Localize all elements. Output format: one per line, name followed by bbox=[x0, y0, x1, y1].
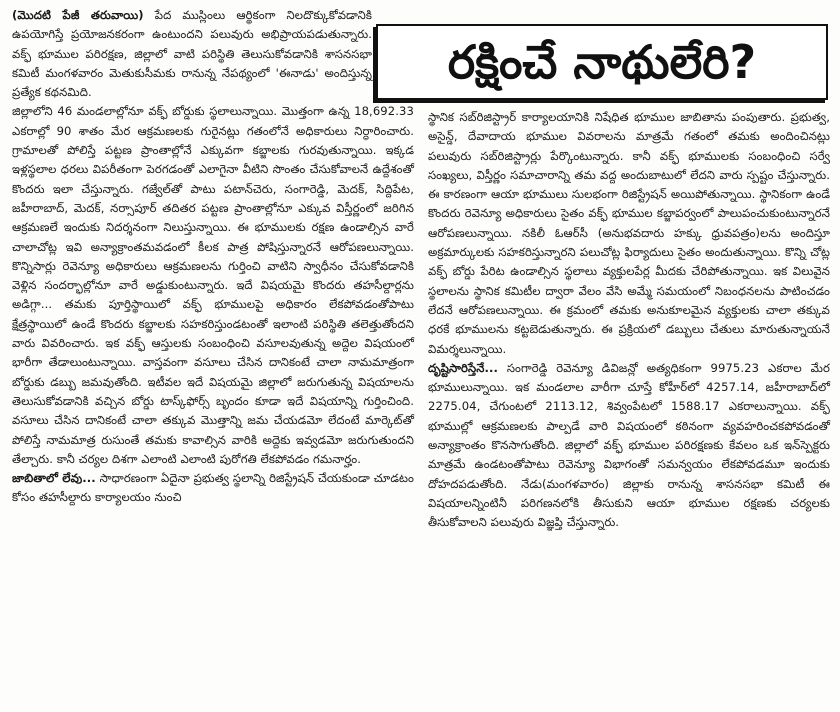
intro-kicker: (మొదటి పేజీ తరువాయి) bbox=[12, 8, 144, 22]
body-paragraph-3 bbox=[12, 469, 414, 508]
intro-text: పేద ముస్లింలు ఆర్థికంగా నిలదొక్కుకోవడానికి ఉపయోగిస్తే ప్రయోజనకరంగా ఉంటుందని పలువురు అభిప్రాయపడుతున్నారు. వక్ఫ్ భూముల పరిరక్షణ, జిల్లాలో వాటి పరిస్థితి తెలుసుకోవడానికి శాసనసభా కమిటీ మంగళవారం మెతుకుసీమకు రానున్న నేపథ్యంలో 'ఈనాడు' అందిస్తున్న ప్రత్యేక కథనమిది. bbox=[12, 8, 372, 100]
right-paragraph-2 bbox=[428, 359, 830, 533]
right-column bbox=[428, 108, 830, 533]
headline-box bbox=[376, 24, 828, 100]
headline: రక్షించే నాథులేరి? bbox=[447, 35, 757, 89]
para3-text: సాధారణంగా ఏదైనా ప్రభుత్వ స్థలాన్ని రిజిస్ట్రేషన్ చేయకుండా చూడటం కోసం తహసీల్దారు కార్యాలయం నుంచి bbox=[12, 471, 414, 505]
right-para2-text: సంగారెడ్డి రెవెన్యూ డివిజన్లో అత్యధికంగా 9975.23 ఎకరాల మేర భూములున్నాయి. ఇక మండలాల వారీగా చూస్తే కోహీర్‌లో 4257.14, జహీరాబాద్‌లో 2275.04, చేగుంటలో 2113.12, శివ్వంపేటలో 1588.17 ఎకరాలున్నాయి. వక్ఫ్ భూముల్లో ఆక్రమణలకు పాల్పడే వారి విషయంలో కఠినంగా వ్యవహరించకపోవడంతో అన్యాక్రాంతం కొనసాగుతోంది. జిల్లాలో వక్ఫ్ భూముల పరిరక్షణకు కేవలం ఒక ఇన్‌స్పెక్టరు మాత్రమే ఉండటంతోపాటు రెవెన్యూ విభాగంతో సమన్వయం లేకపోవడమూ ఇందుకు దోహదపడుతోంది. నేడు(మంగళవారం) జిల్లాకు రానున్న శాసనసభా కమిటీ ఈ విషయాలన్నింటినీ పరిగణనలోకి తీసుకుని ఆయా భూముల రక్షణకు చర్యలకు తీసుకోవాలని పలువురు విజ్ఞప్తి చేస్తున్నారు. bbox=[428, 360, 830, 530]
right-paragraph-1: స్థానిక సబ్‌రిజిస్ట్రార్ కార్యాలయానికి నిషేధిత భూముల జాబితాను పంపుతారు. ప్రభుత్వ, అసైన్డ్, దేవాదాయ భూముల వివరాలను మాత్రమే గతంలో తమకు అందించినట్లు పలువురు సబ్‌రిజిస్ట్రార్లు పేర్కొంటున్నారు. కానీ వక్ఫ్ భూములకు సంబంధించి సర్వే సంఖ్యలు, విస్తీర్ణం సమాచారాన్ని తమ వద్ద అందుబాటులో లేదని వారు స్పష్టం చేస్తున్నారు. ఈ కారణంగా ఆయా భూములు సులభంగా రిజిస్ట్రేషన్ అయిపోతున్నాయి. స్థానికంగా ఉండే కొందరు రెవెన్యూ అధికారులు సైతం వక్ఫ్ భూముల కబ్జాపర్వంలో పాలుపంచుకుంటున్నారనే ఆరోపణలున్నాయి. నకిలీ ఓఆర్‌సీ (అనుభవదారు హక్కు ధ్రువపత్రం)లను అందిస్తూ అక్రమార్కులకు సహకరిస్తున్నారని పలుచోట్ల ఫిర్యాదులు సైతం అందుతున్నాయి. కొన్ని చోట్ల వక్ఫ్ బోర్డు పేరిట ఉండాల్సిన స్థలాలు వ్యక్తులపేర్ల మీదకు చేరిపోతున్నాయి. ఇక విలువైన స్థలాలను స్థానిక కమిటీల ద్వారా వేలం వేసి అమ్మే సమయంలో నిబంధనలను పాటించడం లేదనే ఆరోపణలున్నాయి. ఈ క్రమంలో తమకు అనుకూలమైన వ్యక్తులకు చాలా తక్కువ ధరకే భూములను కట్టబెడుతున్నారు. ఈ ప్రక్రియలో డబ్బులు చేతులు మారుతున్నాయనే విమర్శలున్నాయి. bbox=[428, 110, 830, 356]
intro-paragraph bbox=[12, 6, 372, 102]
body-paragraph-2: జిల్లాలోని 46 మండలాల్లోనూ వక్ఫ్ బోర్డుకు స్థలాలున్నాయి. మొత్తంగా ఉన్న 18,692.33 ఎకరాల్లో 90 శాతం మేర ఆక్రమణలకు గురైనట్లు గతంలోనే అధికారులు నిర్ధారించారు. గ్రామాలతో పోలిస్తే పట్టణ ప్రాంతాల్లోనే ఎక్కువగా కబ్జాలకు గురవుతున్నాయి. ఇక్కడ ఇళ్లస్థలాల ధరలు విపరీతంగా పెరగడంతో ఎలాగైనా వీటిని సొంతం చేసుకోవాలనే ఉద్దేశంతో కొందరు ఇలా చేస్తున్నారు. గజ్వేల్‌తో పాటు పటాన్‌చెరు, సంగారెడ్డి, మెదక్, సిద్దిపేట, జహీరాబాద్, మెదక్, నర్సాపూర్ తదితర పట్టణ ప్రాంతాల్లోనూ ఎక్కువ విస్తీర్ణంలో జరిగిన ఆక్రమణలే ఇందుకు నిదర్శనంగా నిలుస్తున్నాయి. ఈ భూములకు రక్షణ ఉండాల్సిన వారే చాలాచోట్ల ఇవి అన్యాక్రాంతమవడంలో కీలక పాత్ర పోషిస్తున్నారనే ఆరోపణలున్నాయి. కొన్నిసార్లు రెవెన్యూ అధికారులు ఆక్రమణలను గుర్తించి వాటిని స్వాధీనం చేసుకోవడానికి వెళ్లిన సందర్భాల్లోనూ వారే అడ్డుకుంటున్నారు. ఇదే విషయమై కొందరు తహసీల్దార్లను అడిగ్గా... తమకు పూర్తిస్థాయిలో వక్ఫ్ భూములపై అధికారం లేకపోవడంతోపాటు క్షేత్రస్థాయిలో ఉండే కొందరు కబ్జాలకు సహకరిస్తుండటంతో ఇలాంటి పరిస్థితి తలెత్తుతోందని వారు వివరించారు. ఇక వక్ఫ్ ఆస్తులకు సంబంధించి వసూలవుతున్న అద్దెల విషయంలో భారీగా తేడాలుంటున్నాయి. వాస్తవంగా వసూలు చేసిన దానికంటే చాలా నామమాత్రంగా బోర్డుకు డబ్బు జమవుతోంది. ఇటీవల ఇదే విషయమై జిల్లాలో జరుగుతున్న విషయాలను తెలుసుకోవడానికి వచ్చిన బోర్డు టాస్క్‌ఫోర్స్ బృందం కూడా ఇదే విషయాన్ని గుర్తించింది. వసూలు చేసిన దానికంటే చాలా తక్కువ మొత్తాన్ని జమ చేయడమో లేదంటే మార్కెట్‌తో పోలిస్తే నామమాత్ర రుసుంతే తమకు కావాల్సిన వారికి అద్దెకు ఇవ్వడమో జరుగుతుందని తేల్చారు. కానీ చర్యల దిశగా ఎలాంటి ఎలాంటి పురోగతి లేకపోవడం గమనార్హం. bbox=[12, 104, 414, 466]
subhead-list: జాబితాలో లేవు... bbox=[12, 471, 96, 486]
left-column bbox=[12, 6, 414, 508]
subhead-focus: దృష్టిసారిస్తేనే... bbox=[428, 360, 498, 375]
